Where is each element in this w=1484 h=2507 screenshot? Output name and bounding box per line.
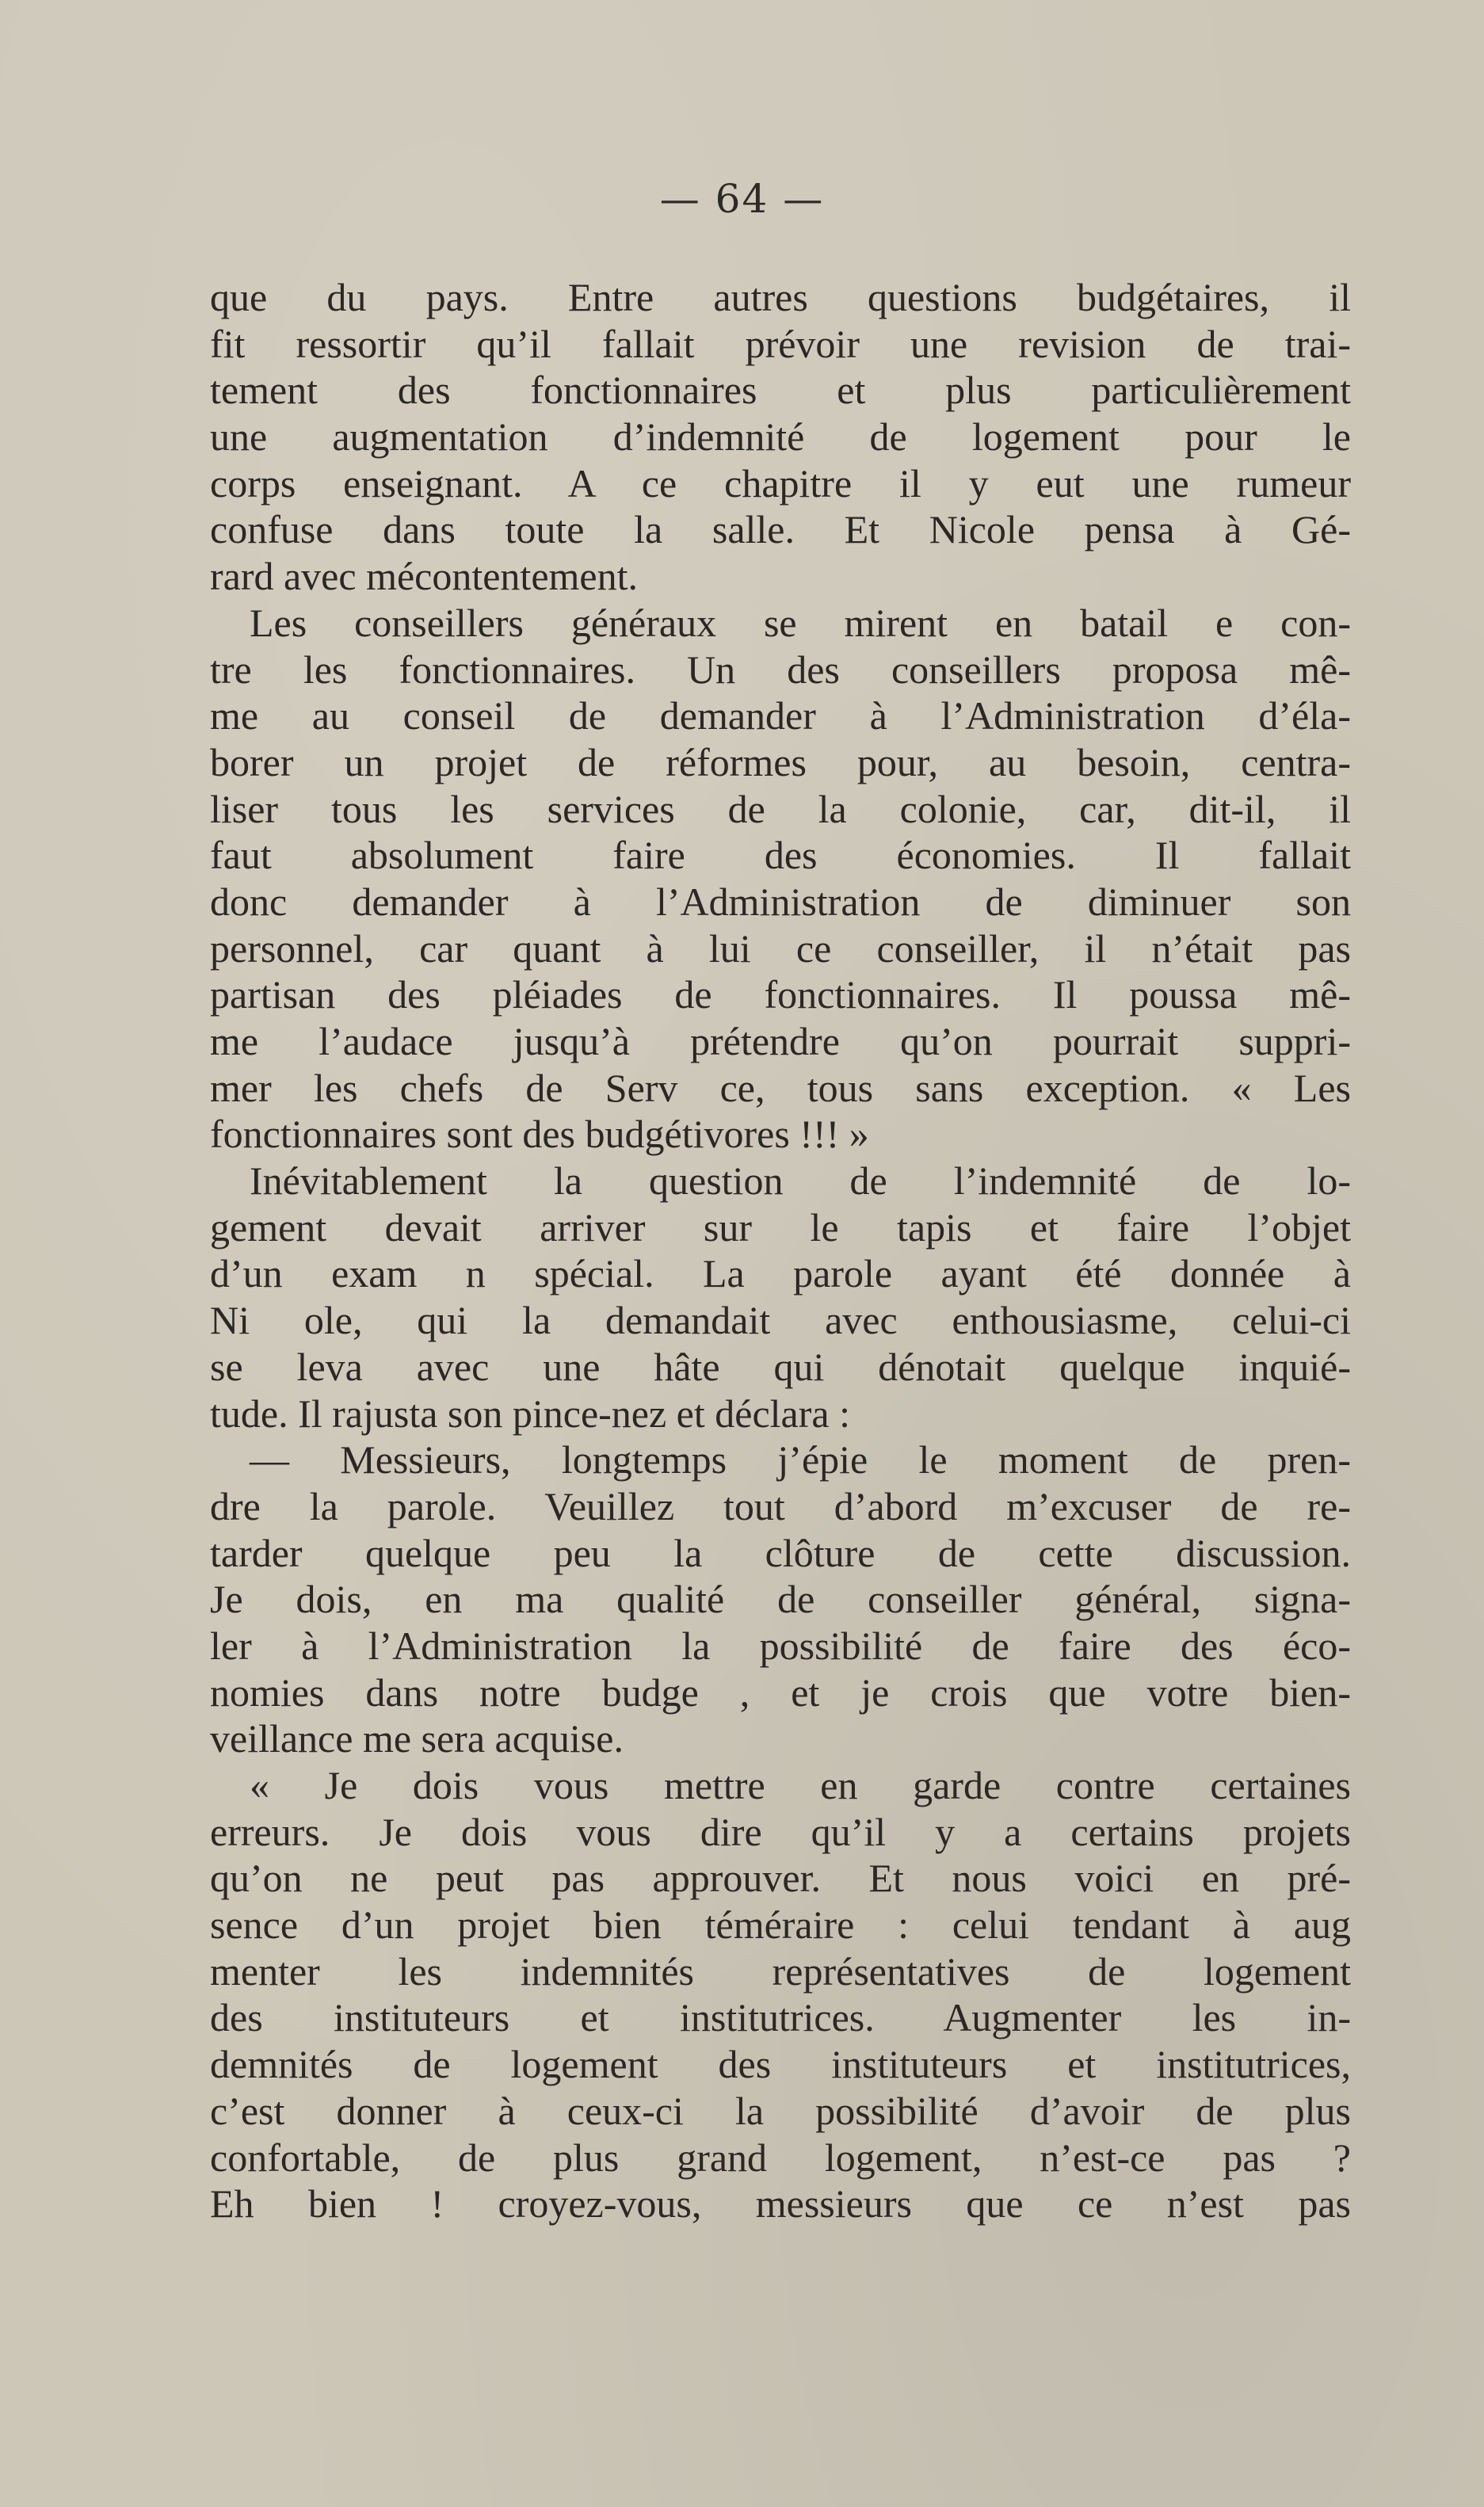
text-line: Les conseillers généraux se mirent en batail e con- bbox=[250, 600, 1351, 645]
text-line: fonctionnaires sont des budgétivores !!! » bbox=[210, 1112, 869, 1157]
text-line: me au conseil de demander à l’Administration d’éla- bbox=[210, 693, 1351, 738]
text-line: sence d’un projet bien téméraire : celui tendant à aug bbox=[210, 1902, 1351, 1948]
text-line: des instituteurs et institutrices. Augmenter les in- bbox=[210, 1995, 1351, 2040]
text-line: d’un exam n spécial. La parole ayant été donnée à bbox=[210, 1251, 1351, 1296]
text-line: Eh bien ! croyez-vous, messieurs que ce n’est pas bbox=[210, 2181, 1351, 2227]
text-line: nomies dans notre budge , et je crois que votre bien- bbox=[210, 1669, 1351, 1715]
text-line: fit ressortir qu’il fallait prévoir une revision de trai- bbox=[210, 321, 1351, 366]
page-number: — 64 — bbox=[659, 176, 825, 222]
text-line: c’est donner à ceux-ci la possibilité d’avoir de plus bbox=[210, 2088, 1351, 2133]
text-line: confortable, de plus grand logement, n’est-ce pas ? bbox=[210, 2135, 1351, 2180]
text-line: — Messieurs, longtemps j’épie le moment de pren- bbox=[250, 1437, 1351, 1482]
text-line: partisan des pléiades de fonctionnaires. Il poussa mê- bbox=[210, 972, 1351, 1017]
text-line: tarder quelque peu la clôture de cette discussion. bbox=[210, 1530, 1351, 1575]
text-line: donc demander à l’Administration de diminuer son bbox=[210, 879, 1351, 924]
text-line: erreurs. Je dois vous dire qu’il y a certains projets bbox=[210, 1809, 1351, 1854]
text-line: Ni ole, qui la demandait avec enthousiasme, celui-ci bbox=[210, 1298, 1351, 1343]
text-line: gement devait arriver sur le tapis et faire l’objet bbox=[210, 1204, 1351, 1250]
text-line: rard avec mécontentement. bbox=[210, 554, 638, 599]
text-line: tude. Il rajusta son pince-nez et déclara : bbox=[210, 1391, 850, 1436]
text-line: menter les indemnités représentatives de logement bbox=[210, 1948, 1351, 1994]
text-line: veillance me sera acquise. bbox=[210, 1716, 624, 1761]
text-line: Je dois, en ma qualité de conseiller général, signa- bbox=[210, 1577, 1351, 1622]
text-line: demnités de logement des instituteurs et institutrices, bbox=[210, 2042, 1351, 2087]
text-line: Inévitablement la question de l’indemnité de lo- bbox=[250, 1158, 1351, 1204]
text-line: liser tous les services de la colonie, car, dit-il, il bbox=[210, 786, 1351, 831]
text-line: borer un projet de réformes pour, au besoin, centra- bbox=[210, 739, 1351, 784]
page-body-text bbox=[210, 274, 1351, 2227]
text-line: mer les chefs de Serv ce, tous sans exception. « Les bbox=[210, 1065, 1351, 1110]
text-line: se leva avec une hâte qui dénotait quelque inquié- bbox=[210, 1344, 1351, 1389]
text-line: « Je dois vous mettre en garde contre certaines bbox=[250, 1763, 1351, 1807]
text-line: qu’on ne peut pas approuver. Et nous voici en pré- bbox=[210, 1856, 1351, 1901]
text-line: corps enseignant. A ce chapitre il y eut une rumeur bbox=[210, 460, 1351, 506]
text-line: dre la parole. Veuillez tout d’abord m’excuser de re- bbox=[210, 1483, 1351, 1528]
text-line: tre les fonctionnaires. Un des conseillers proposa mê- bbox=[210, 647, 1351, 692]
text-line: que du pays. Entre autres questions budgétaires, il bbox=[210, 275, 1351, 319]
text-line: personnel, car quant à lui ce conseiller, il n’était pas bbox=[210, 925, 1351, 971]
text-line: ler à l’Administration la possibilité de faire des éco- bbox=[210, 1623, 1351, 1668]
text-line: me l’audace jusqu’à prétendre qu’on pourrait suppri- bbox=[210, 1019, 1351, 1063]
text-line: confuse dans toute la salle. Et Nicole pensa à Gé- bbox=[210, 507, 1351, 552]
text-line: tement des fonctionnaires et plus particulièrement bbox=[210, 368, 1351, 413]
text-line: une augmentation d’indemnité de logement pour le bbox=[210, 414, 1351, 460]
text-line: faut absolument faire des économies. Il fallait bbox=[210, 833, 1351, 878]
